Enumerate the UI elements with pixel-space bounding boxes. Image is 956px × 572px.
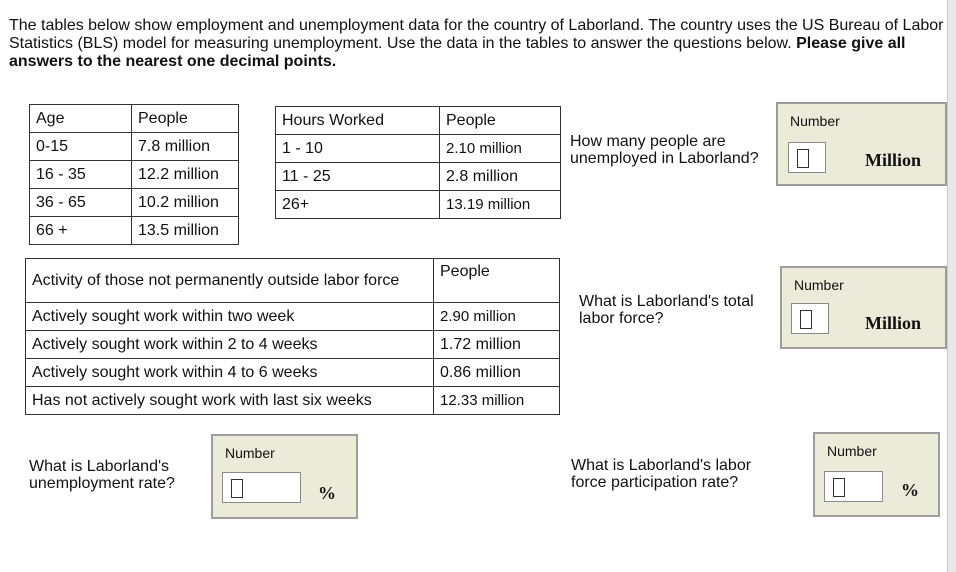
table-header: Age (30, 105, 132, 133)
table-cell: 2.10 million (440, 135, 561, 163)
table-cell: 1.72 million (434, 331, 560, 359)
table-row (276, 163, 561, 191)
answer-box-participation-rate (813, 432, 940, 517)
table-header: People (434, 259, 560, 303)
instructions-bold-note: Please give all answers to the nearest one decimal points. (9, 35, 906, 70)
table-header: Hours Worked (276, 107, 440, 135)
table-header: Activity of those not permanently outside labor force (26, 259, 434, 303)
table-cell: 1 - 10 (276, 135, 440, 163)
table-cell: 10.2 million (132, 189, 239, 217)
answer-label: Number (225, 445, 275, 461)
table-row (276, 191, 561, 219)
table-row (26, 331, 560, 359)
table-cell: 12.33 million (434, 387, 560, 415)
table-row (276, 107, 561, 135)
hours-table (275, 106, 561, 219)
table-cell: 66 + (30, 217, 132, 245)
participation-rate-input[interactable] (824, 471, 883, 502)
unemployed-input[interactable] (788, 142, 826, 173)
table-header: People (440, 107, 561, 135)
table-row (26, 259, 560, 303)
unit-label: Million (865, 150, 922, 170)
table-row (30, 105, 239, 133)
table-cell: 13.19 million (440, 191, 561, 219)
table-cell: 0.86 million (434, 359, 560, 387)
table-cell: Actively sought work within two week (26, 303, 434, 331)
table-cell: 26+ (276, 191, 440, 219)
unit-label: % (318, 483, 336, 503)
unemployment-rate-input[interactable] (222, 472, 301, 503)
answer-box-labor-force (780, 266, 947, 349)
answer-label: Number (827, 443, 877, 459)
table-row (30, 217, 239, 245)
question-participation-rate: What is Laborland's labor force participation rate? (571, 457, 752, 491)
table-cell: 12.2 million (132, 161, 239, 189)
table-row (26, 359, 560, 387)
vertical-scrollbar[interactable] (947, 0, 956, 572)
table-row (26, 387, 560, 415)
table-cell: 0-15 (30, 133, 132, 161)
table-cell: 2.8 million (440, 163, 561, 191)
table-header: People (132, 105, 239, 133)
table-cell: Actively sought work within 4 to 6 weeks (26, 359, 434, 387)
question-labor-force: What is Laborland's total labor force? (579, 293, 754, 327)
table-row (30, 189, 239, 217)
question-unemployed: How many people are unemployed in Laborland? (570, 133, 759, 167)
table-cell: 11 - 25 (276, 163, 440, 191)
unit-label: Million (865, 313, 922, 333)
instructions-text: The tables below show employment and unemployment data for the country of Laborland. The country uses the US Bureau of Labor Statistics (BLS) model for measuring unemployment. Use the data in the tables to answer the questions below. (9, 17, 944, 52)
table-row (30, 161, 239, 189)
answer-box-unemployed (776, 102, 947, 186)
answer-box-unemployment-rate (211, 434, 358, 519)
answer-label: Number (790, 113, 840, 129)
table-row (30, 133, 239, 161)
table-cell: 13.5 million (132, 217, 239, 245)
table-row (276, 135, 561, 163)
age-table (29, 104, 239, 245)
table-cell: 16 - 35 (30, 161, 132, 189)
question-unemployment-rate: What is Laborland's unemployment rate? (29, 458, 175, 492)
table-cell: Has not actively sought work with last six weeks (26, 387, 434, 415)
answer-label: Number (794, 277, 844, 293)
table-row (26, 303, 560, 331)
table-cell: 7.8 million (132, 133, 239, 161)
labor-force-input[interactable] (791, 303, 829, 334)
table-cell: 2.90 million (434, 303, 560, 331)
unit-label: % (901, 480, 919, 500)
table-cell: 36 - 65 (30, 189, 132, 217)
table-cell: Actively sought work within 2 to 4 weeks (26, 331, 434, 359)
activity-table (25, 258, 560, 415)
instructions (9, 17, 944, 71)
